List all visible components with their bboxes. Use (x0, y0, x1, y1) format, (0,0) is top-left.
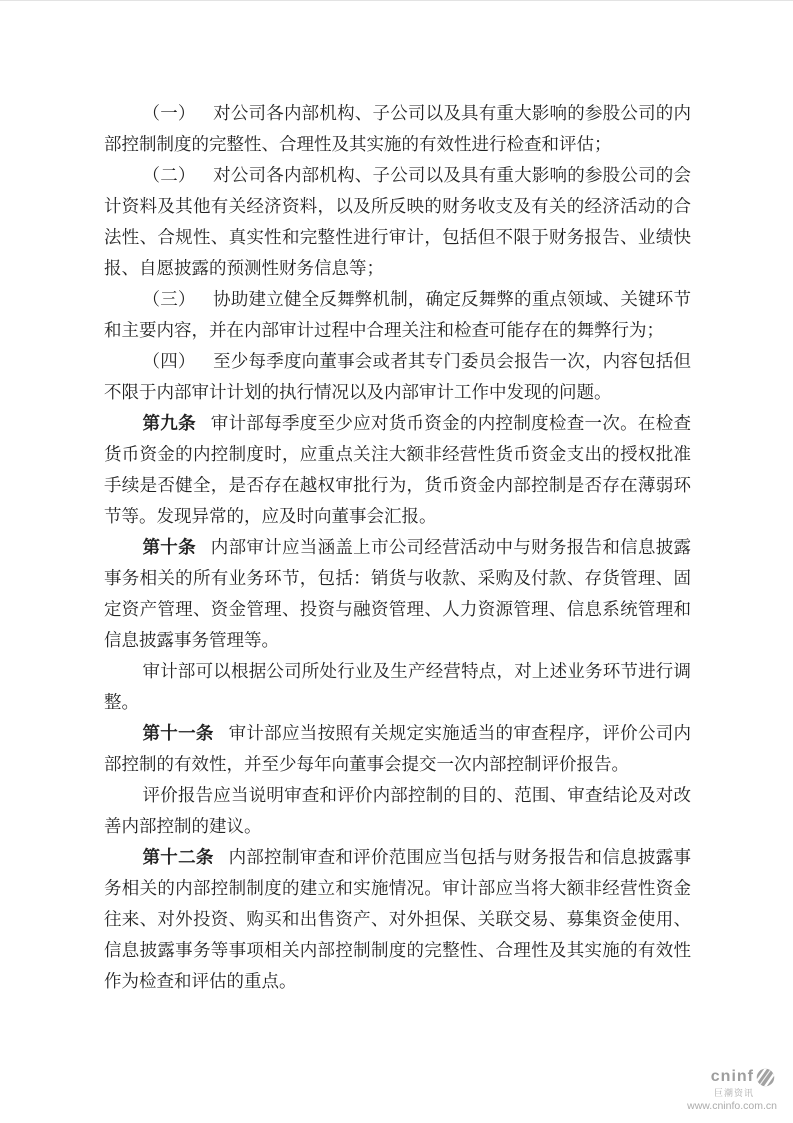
cninfo-swirl-icon (756, 1068, 775, 1087)
paragraph-text: 审计部可以根据公司所处行业及生产经营特点，对上述业务环节进行调整。 (104, 661, 691, 712)
article-text: 内部控制审查和评价范围应当包括与财务报告和信息披露事务相关的内部控制制度的建立和实施情况。审计部应当将大额非经营性资金往来、对外投资、购买和出售资产、对外担保、关联交易、募集资金使用、信息披露事务等事项相关内部控制制度的完整性、合理性及其实施的有效性作为检查和评估的重点。 (104, 847, 692, 991)
cninfo-watermark (687, 1068, 777, 1112)
article-number: 第十二条 (142, 847, 214, 867)
cninfo-logo-row (687, 1068, 775, 1087)
article-text: 审计部应当按照有关规定实施适当的审查程序，评价公司内部控制的有效性，并至少每年向董事会提交一次内部控制评价报告。 (104, 723, 692, 774)
clause-number: （二） (142, 165, 196, 185)
document-content (104, 98, 691, 997)
clause-item-2 (104, 160, 691, 284)
clause-number: （三） (142, 289, 196, 309)
article-number: 第九条 (142, 413, 196, 433)
clause-text: 至少每季度向董事会或者其专门委员会报告一次，内容包括但不限于内部审计计划的执行情况以及内部审计工作中发现的问题。 (104, 351, 692, 402)
paragraph-adjustment (104, 656, 691, 718)
article-11 (104, 718, 691, 780)
article-text: 内部审计应当涵盖上市公司经营活动中与财务报告和信息披露事务相关的所有业务环节，包括：销货与收款、采购及付款、存货管理、固定资产管理、资金管理、投资与融资管理、人力资源管理、信息系统管理和信息披露事务管理等。 (104, 537, 692, 650)
article-text: 审计部每季度至少应对货币资金的内控制度检查一次。在检查货币资金的内控制度时，应重点关注大额非经营性货币资金支出的授权批准手续是否健全，是否存在越权审批行为，货币资金内部控制是否存在薄弱环节等。发现异常的，应及时向董事会汇报。 (104, 413, 692, 526)
clause-number: （四） (142, 351, 196, 371)
cninfo-chinese-name: 巨潮资讯 (713, 1087, 754, 1098)
paragraph-text: 评价报告应当说明审查和评价内部控制的目的、范围、审查结论及对改善内部控制的建议。 (104, 785, 691, 836)
clause-item-1 (104, 98, 691, 160)
article-number: 第十一条 (142, 723, 214, 743)
clause-text: 对公司各内部机构、子公司以及具有重大影响的参股公司的内部控制制度的完整性、合理性及其实施的有效性进行检查和评估； (104, 103, 692, 154)
clause-item-4 (104, 346, 691, 408)
article-10 (104, 532, 691, 656)
cninfo-website: www.cninfo.com.cn (687, 1099, 777, 1112)
clause-item-3 (104, 284, 691, 346)
clause-text: 对公司各内部机构、子公司以及具有重大影响的参股公司的会计资料及其他有关经济资料，以及所反映的财务收支及有关的经济活动的合法性、合规性、真实性和完整性进行审计，包括但不限于财务报告、业绩快报、自愿披露的预测性财务信息等； (104, 165, 692, 278)
article-9 (104, 408, 691, 532)
article-12 (104, 842, 691, 997)
cninfo-logo-text: cninf (710, 1068, 754, 1085)
article-number: 第十条 (142, 537, 196, 557)
paragraph-evaluation-report (104, 780, 691, 842)
clause-number: （一） (142, 103, 196, 123)
clause-text: 协助建立健全反舞弊机制，确定反舞弊的重点领域、关键环节和主要内容，并在内部审计过程中合理关注和检查可能存在的舞弊行为； (104, 289, 692, 340)
